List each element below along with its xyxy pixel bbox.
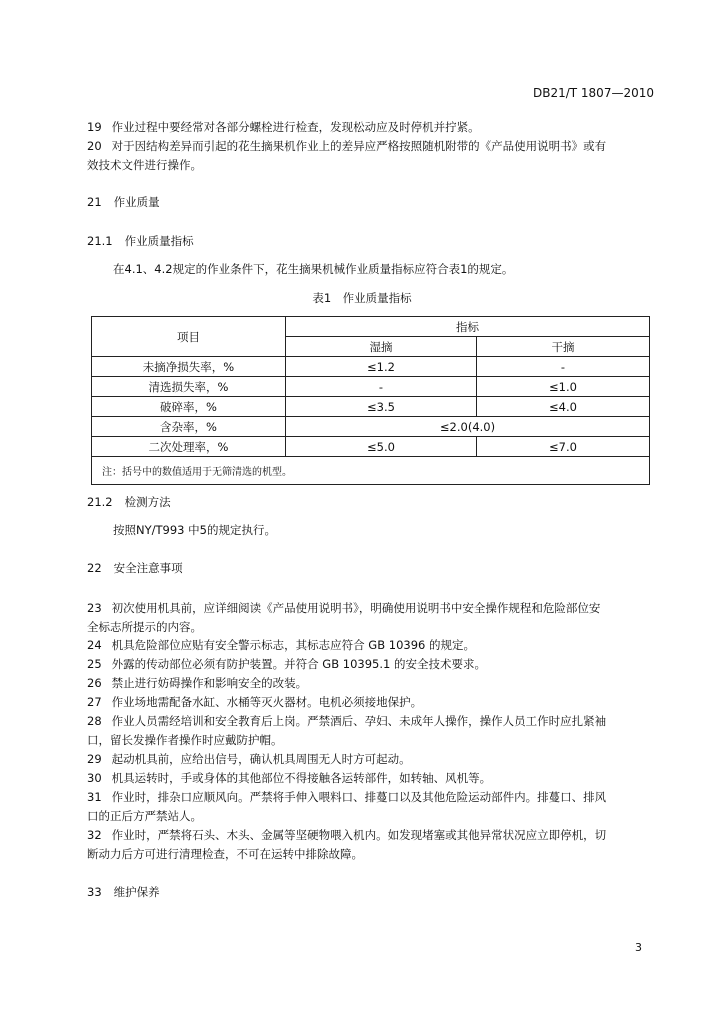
quality-index-table: [91, 316, 650, 485]
clause-19: 19 作业过程中要经常对各部分螺栓进行检查，发现松动应及时停机并拧紧。: [87, 120, 480, 134]
clause-24: 24 机具危险部位应贴有安全警示标志，其标志应符合 GB 10396 的规定。: [87, 638, 475, 652]
clause-26: 26 禁止进行妨碍操作和影响安全的改装。: [87, 676, 308, 690]
section-21-2-body: 按照NY/T993 中5的规定执行。: [113, 523, 276, 537]
cell-dry: ≤4.0: [477, 397, 650, 417]
section-22-heading: 22 安全注意事项: [87, 561, 183, 575]
section-21-2-heading: 21.2 检测方法: [87, 495, 171, 509]
cell-wet: ≤3.5: [286, 397, 477, 417]
clause-30: 30 机具运转时，手或身体的其他部位不得接触各运转部件，如转轴、风机等。: [87, 771, 492, 785]
table-header-wet: 湿摘: [286, 337, 477, 357]
clause-20: 20 对于因结构差异而引起的花生摘果机作业上的差异应严格按照随机附带的《产品使用说明书》或有 效技术文件进行操作。: [87, 139, 607, 172]
document-code: DB21/T 1807—2010: [532, 86, 654, 100]
table-row: [92, 377, 650, 397]
cell-merged: ≤2.0(4.0): [286, 417, 650, 437]
cell-dry: -: [477, 357, 650, 377]
clause-23: 23 初次使用机具前，应详细阅读《产品使用说明书》，明确使用说明书中安全操作规程和危险部位安 全标志所提示的内容。: [87, 601, 601, 634]
cell-wet: -: [286, 377, 477, 397]
table-note: 注：括号中的数值适用于无筛清选的机型。: [92, 457, 650, 485]
section-33-heading: 33 维护保养: [87, 885, 160, 899]
clause-29: 29 起动机具前，应给出信号，确认机具周围无人时方可起动。: [87, 752, 411, 766]
section-21-1-heading: 21.1 作业质量指标: [87, 234, 194, 248]
table-header-dry: 干摘: [477, 337, 650, 357]
cell-dry: ≤7.0: [477, 437, 650, 457]
clause-31: 31 作业时，排杂口应顺风向。严禁将手伸入喂料口、排蔓口以及其他危险运动部件内。排蔓口、排风 口的正后方严禁站人。: [87, 790, 607, 823]
clause-25: 25 外露的传动部位必须有防护装置。并符合 GB 10395.1 的安全技术要求。: [87, 657, 486, 671]
cell-wet: ≤5.0: [286, 437, 477, 457]
section-21-1-body: 在4.1、4.2规定的作业条件下，花生摘果机械作业质量指标应符合表1的规定。: [113, 262, 514, 276]
cell-item: 清选损失率，%: [92, 377, 286, 397]
table-row: [92, 397, 650, 417]
cell-wet: ≤1.2: [286, 357, 477, 377]
clause-32: 32 作业时，严禁将石头、木头、金属等坚硬物喂入机内。如发现堵塞或其他异常状况应立即停机，切 断动力后方可进行清理检查，不可在运转中排除故障。: [87, 828, 607, 861]
cell-item: 二次处理率，%: [92, 437, 286, 457]
clause-27: 27 作业场地需配备水缸、水桶等灭火器材。电机必须接地保护。: [87, 695, 423, 709]
cell-item: 含杂率，%: [92, 417, 286, 437]
table-row: [92, 437, 650, 457]
page-number: 3: [635, 941, 642, 954]
section-21-heading: 21 作业质量: [87, 195, 160, 209]
cell-item: 未摘净损失率，%: [92, 357, 286, 377]
clause-28: 28 作业人员需经培训和安全教育后上岗。严禁酒后、孕妇、未成年人操作，操作人员工作时应扎紧袖 口，留长发操作者操作时应戴防护帽。: [87, 714, 607, 747]
table-header-index: 指标: [286, 317, 650, 337]
table-row: [92, 417, 650, 437]
table-caption: 表1 作业质量指标: [312, 291, 412, 305]
table-row: [92, 357, 650, 377]
cell-dry: ≤1.0: [477, 377, 650, 397]
cell-item: 破碎率，%: [92, 397, 286, 417]
table-header-item: 项目: [92, 317, 286, 357]
